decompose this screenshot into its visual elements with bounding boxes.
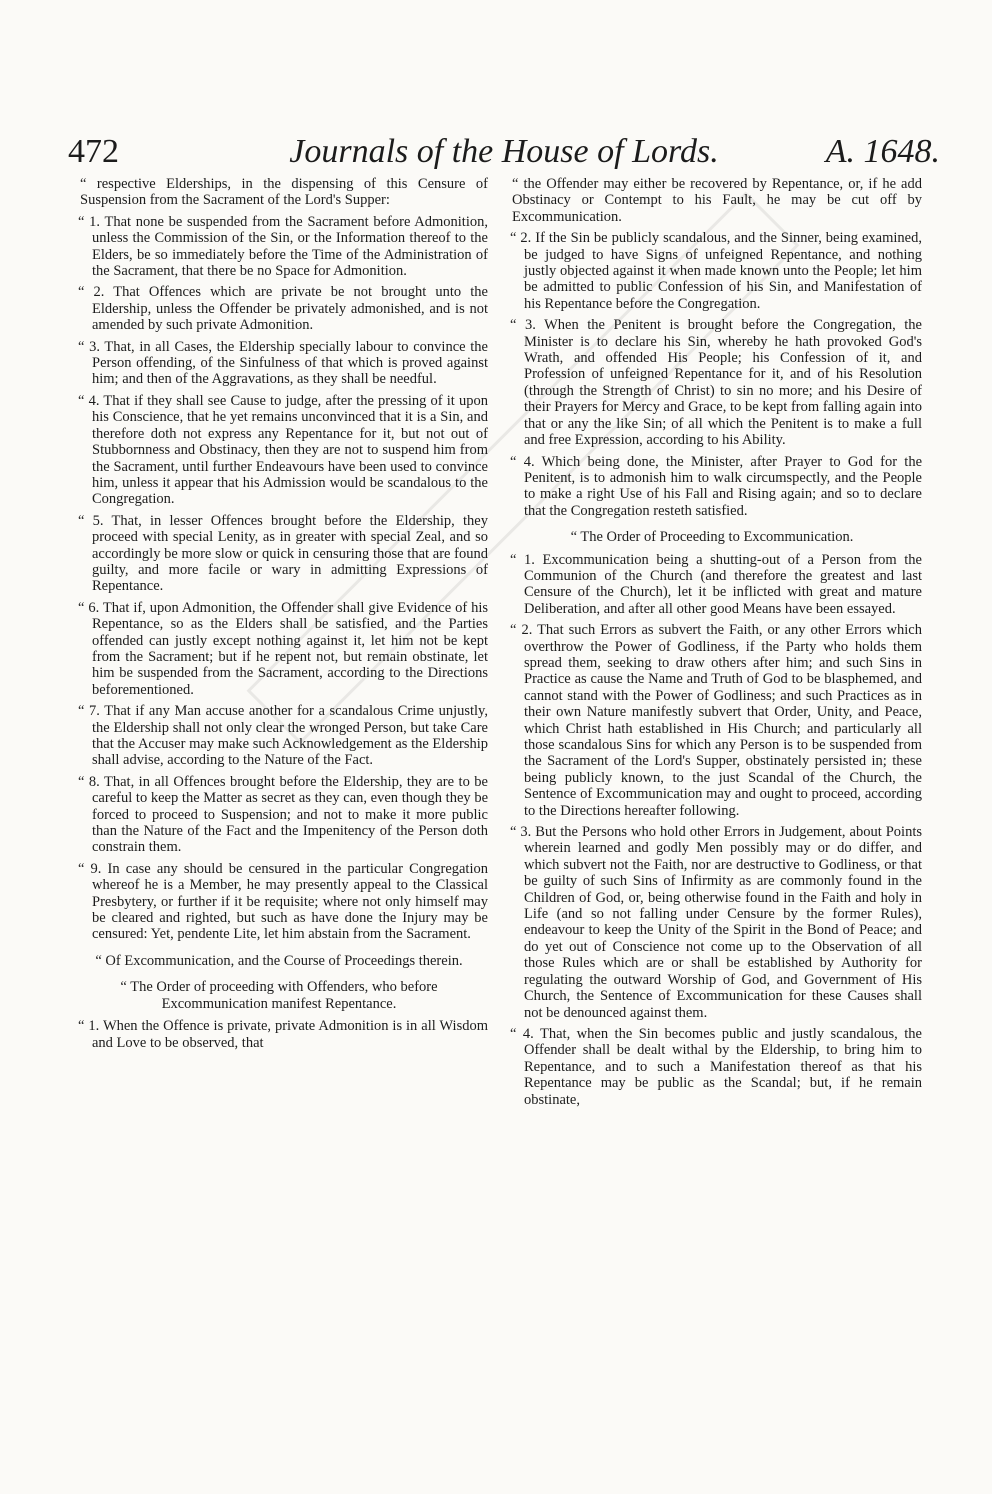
title-word-house: House (501, 133, 589, 170)
paragraph: “ 7. That if any Man accuse another for a scandalous Crime unjustly, the Eldership shall not only clear the wronged Person, but take Care that the Accuser may make such Acknowledgement as the Eldership shall advise, according to the Nature of the Fact. (78, 703, 488, 769)
paragraph: “ 4. That if they shall see Cause to judge, after the pressing of it upon his Conscience, that he yet remains unconvinced that it is a Sin, and therefore doth not express any Repentance for it, but not out of Stubbornness and Obstinacy, then they are not to suspend him from the Sacrament, until further Endeavours have been used to convince him, unless it appear that his Admission would be scandalous to the Congregation. (78, 392, 488, 508)
title-word-of-the: of the (416, 133, 494, 170)
section-heading: “ Of Excommunication, and the Course of Proceedings therein. (95, 952, 463, 969)
paragraph: “ 4. Which being done, the Minister, after Prayer to God for the Penitent, is to admonish him to walk circumspectly, and the People to make a right Use of his Fall and Rising again; and so to declare that the Congregation resteth satisfied. (510, 453, 922, 519)
paragraph: “ 6. That if, upon Admonition, the Offender shall give Evidence of his Repentance, so as the Elders shall be satisfied, and the Parties offended can justly except nothing against it, let him not be kept from the Sacrament; but if he repent not, but remain obstinate, let him be suspended from the Sacrament, according to the Directions beforementioned. (78, 599, 488, 698)
paragraph: “ 1. That none be suspended from the Sacrament before Admonition, unless the Commission of the Sin, or the Information thereof to the Elders, be so immediately before the Time of the Administration of the Sacrament, that there be no Space for Admonition. (78, 213, 488, 280)
paragraph: “ 9. In case any should be censured in the particular Congregation whereof he is a Member, he may presently appeal to the Classical Presbytery, or further if it be requisite; where not only himself may be cleared and righted, but such as have done the Injury may be censured: Yet, pendente Lite, let him abstain from the Sacrament. (78, 860, 488, 943)
title-word-lords: Lords. (632, 133, 719, 170)
page-number: 472 (68, 133, 119, 170)
paragraph: “ 3. But the Persons who hold other Errors in Judgement, about Points wherein learned and godly Men possibly may or do differ, and which subvert not the Faith, nor are destructive to Godliness, or that be guilty of such Sins of Infirmity as are commonly found in the Children of God, or, being otherwise found in the Faith and holy in Life (and so not falling under Censure by the former Rules), endeavour to keep the Unity of the Spirit in the Bond of Peace; and do yet out of Conscience not come up to the Observation of all those Rules which are or shall be established by Authority for regulating the outward Worship of God, and Government of His Church, the Sentence of Excommunication for these Causes shall not be denounced against them. (510, 824, 922, 1021)
year-label: A. 1648. (825, 133, 940, 170)
title-word-journals: Journals (289, 133, 409, 170)
paragraph: “ the Offender may either be recovered by Repentance, or, if he add Obstinacy or Contempt to his Fault, he may be cut off by Excommunication. (512, 176, 922, 225)
paragraph: “ 8. That, in all Offences brought before the Eldership, they are to be careful to keep the Matter as secret as they can, even though they be forced to proceed to Suspension; and not to make it more public than the Nature of the Fact and the Impenitency of the Person doth constrain them. (78, 773, 488, 856)
paragraph: “ 2. That Offences which are private be not brought unto the Eldership, unless the Offender be privately admonished, and is not amended by such private Admonition. (78, 284, 488, 334)
journal-title (68, 130, 940, 174)
title-word-of: of (597, 133, 624, 170)
page-header (68, 130, 940, 174)
paragraph: “ 1. Excommunication being a shutting-out of a Person from the Communion of the Church (and therefore the greatest and last Censure of the Church), let it be inflicted with great and mature Deliberation, and after all other good Means have been essayed. (510, 551, 922, 617)
paragraph: “ respective Elderships, in the dispensing of this Censure of Suspension from the Sacrament of the Lord's Supper: (80, 176, 488, 209)
section-heading: “ The Order of proceeding with Offenders, who before Excommunication manifest Repentance. (120, 979, 438, 1012)
paragraph: “ 2. That such Errors as subvert the Faith, or any other Errors which overthrow the Power of Godliness, if the Party who holds them spread them, seeking to draw others after him; and such Sins in Practice as cause the Name and Truth of God to be blasphemed, and cannot stand with the Power of Godliness; and such Practices as in their own Nature manifestly subvert that Order, Unity, and Peace, which Christ hath established in His Church; and particularly all those scandalous Sins for which any Person is to be suspended from the Sacrament of the Lord's Supper, obstinately persisted in; these being publicly known, to the just Scandal of the Church, the Sentence of Excommunication may and ought to proceed, according to the Directions hereafter following. (510, 622, 922, 819)
paragraph: “ 3. That, in all Cases, the Eldership specially labour to convince the Person offending, of the Sinfulness of that which is proved against him; and then of the Aggravations, as they shall be needful. (78, 338, 488, 388)
paragraph: “ 5. That, in lesser Offences brought before the Eldership, they proceed with special Lenity, as in greater with special Zeal, and so accordingly be more slow or quick in censuring those that are found guilty, and more facile or wary in admitting Expressions of Repentance. (78, 512, 488, 595)
paragraph: “ 3. When the Penitent is brought before the Congregation, the Minister is to declare his Sin, whereby he hath provoked God's Wrath, and offended His People; his Confession of it, and Profession of unfeigned Repentance for it, and of his Resolution (through the Strength of Christ) to sin no more; and his Desire of their Prayers for Mercy and Grace, to be kept from falling again into that or any the like Sin; of all which the Penitent is to make a full and free Expression, according to his Ability. (510, 317, 922, 449)
paragraph: “ 1. When the Offence is private, private Admonition is in all Wisdom and Love to be observed, that (78, 1018, 488, 1051)
paragraph: “ 4. That, when the Sin becomes public and justly scandalous, the Offender shall be dealt withal by the Eldership, to bring him to Repentance, and to such a Manifestation thereof as that his Repentance may be public as the Scandal; but, if he remain obstinate, (510, 1025, 922, 1108)
paragraph: “ 2. If the Sin be publicly scandalous, and the Sinner, being examined, be judged to have Signs of unfeigned Repentance, and nothing justly objected against it when made known unto the People; let him be admitted to public Confession of his Sin, and Manifestation of his Repentance before the Congregation. (510, 230, 922, 312)
left-column (70, 176, 488, 1056)
section-heading: “ The Order of Proceeding to Excommunication. (570, 529, 854, 546)
right-column (502, 176, 922, 1113)
